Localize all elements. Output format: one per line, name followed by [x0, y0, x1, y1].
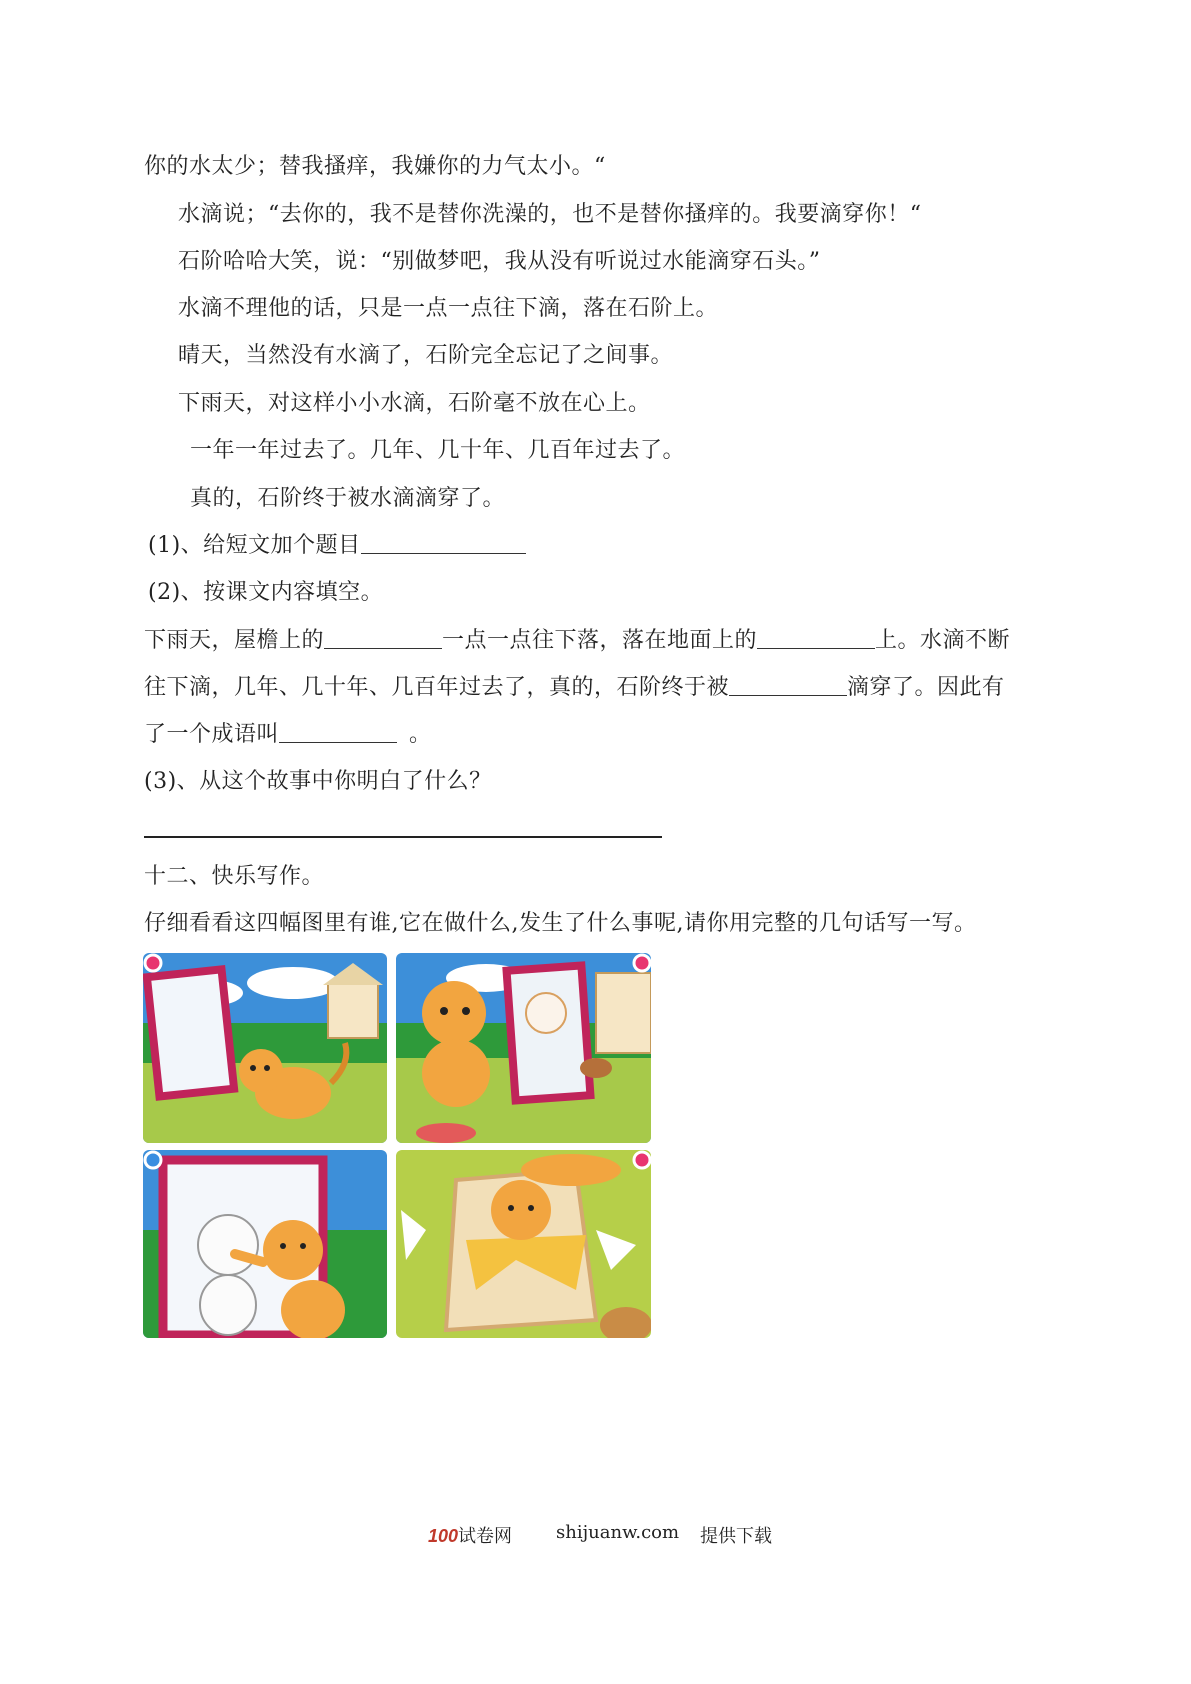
question-2: (2)、按课文内容填空。: [148, 580, 384, 605]
comic-panels: [143, 953, 651, 1338]
fill-text: 。: [409, 722, 432, 747]
fill-text: 下雨天，屋檐上的: [144, 628, 325, 653]
passage-paragraph: 石阶哈哈大笑，说：“别做梦吧，我从没有听说过水能滴穿石头。”: [178, 249, 821, 274]
passage-paragraph: 水滴说；“去你的，我不是替你洗澡的，也不是替你搔痒的。我要滴穿你！“: [178, 202, 922, 227]
question-1-text: (1)、给短文加个题目: [148, 533, 361, 558]
passage-paragraph: 真的，石阶终于被水滴滴穿了。: [190, 486, 506, 511]
fill-text: 了一个成语叫: [144, 722, 280, 747]
passage-paragraph: 水滴不理他的话，只是一点一点往下滴，落在石阶上。: [178, 296, 719, 321]
fill-blank-1[interactable]: [324, 626, 442, 649]
passage-paragraph: 一年一年过去了。几年、几十年、几百年过去了。: [190, 438, 686, 463]
logo-number: 100: [428, 1526, 459, 1546]
fill-line-1: [144, 626, 1010, 656]
footer-domain[interactable]: shijuanw.com: [556, 1522, 680, 1543]
footer-logo: [428, 1522, 512, 1548]
question-3: (3)、从这个故事中你明白了什么？: [144, 769, 492, 794]
fill-text: 一点一点往下落，落在地面上的: [442, 628, 758, 653]
comic-panel-3: [143, 1150, 387, 1338]
comic-panel-1: [143, 953, 387, 1143]
fill-blank-3[interactable]: [729, 673, 847, 696]
passage-paragraph: 你的水太少；替我搔痒，我嫌你的力气太小。“: [144, 154, 606, 179]
answer-line[interactable]: [144, 836, 662, 838]
comic-panel-2: [396, 953, 651, 1143]
section-instruction: 仔细看看这四幅图里有谁,它在做什么,发生了什么事呢,请你用完整的几句话写一写。: [144, 911, 977, 936]
comic-panel-4: [396, 1150, 651, 1338]
fill-blank-2[interactable]: [757, 626, 875, 649]
question-1: [148, 531, 526, 561]
fill-blank-4[interactable]: [279, 720, 397, 743]
footer-suffix: 提供下载: [700, 1526, 772, 1547]
section-title: 十二、快乐写作。: [144, 864, 325, 889]
passage-paragraph: 晴天，当然没有水滴了，石阶完全忘记了之间事。: [178, 343, 674, 368]
fill-text: 上。水滴不断: [875, 628, 1011, 653]
fill-text: 往下滴，几年、几十年、几百年过去了，真的，石阶终于被: [144, 675, 730, 700]
fill-line-3: [144, 720, 432, 750]
fill-line-2: [144, 673, 1005, 703]
passage-paragraph: 下雨天，对这样小小水滴，石阶毫不放在心上。: [178, 391, 651, 416]
logo-text: 试卷网: [458, 1526, 513, 1547]
title-answer-blank[interactable]: [361, 531, 526, 554]
fill-text: 滴穿了。因此有: [847, 675, 1005, 700]
